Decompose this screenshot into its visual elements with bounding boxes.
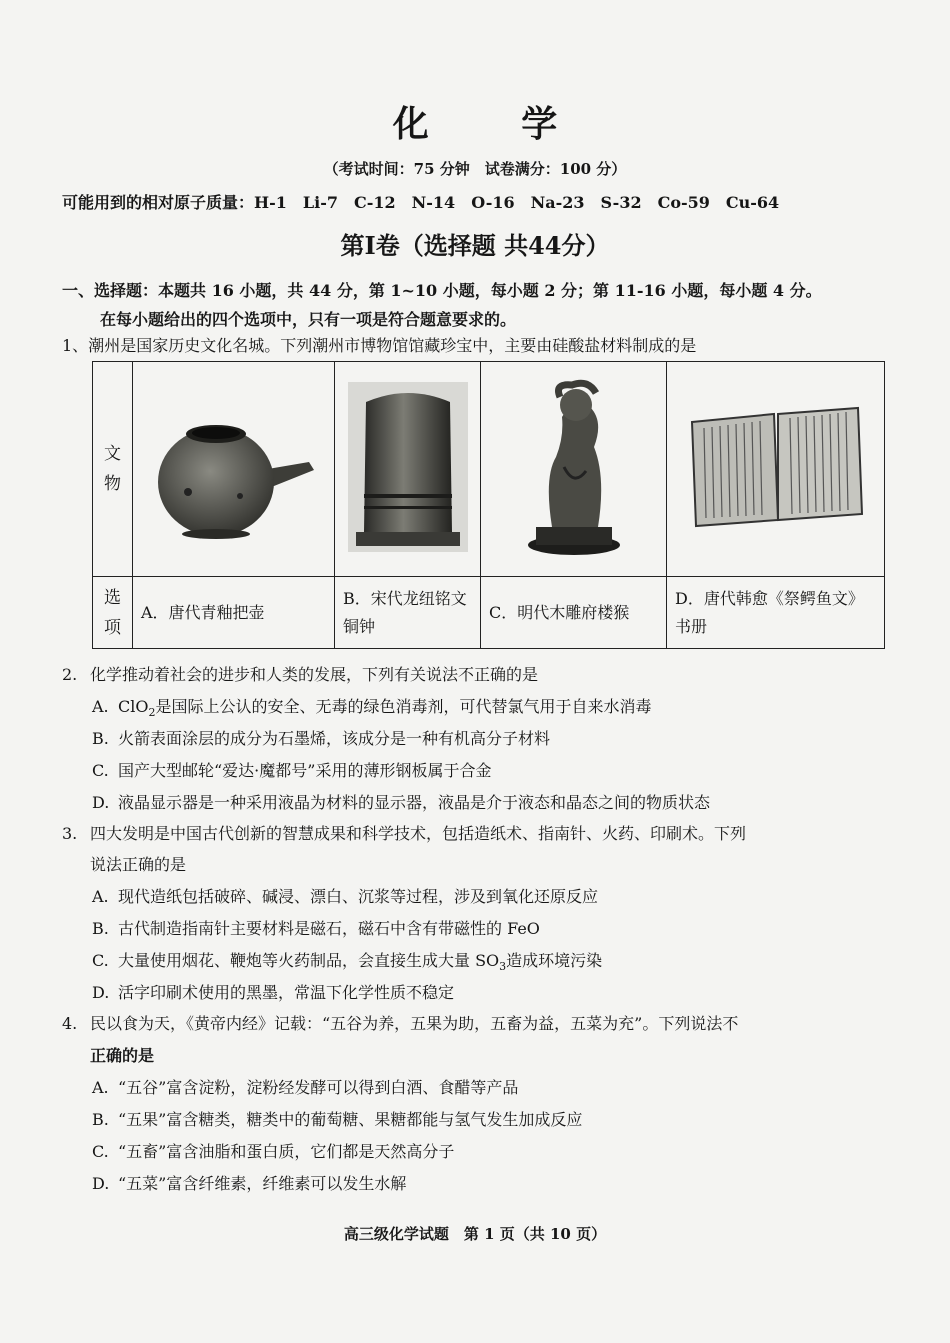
q2-option-d: [92, 792, 892, 814]
question-number: 2.: [62, 665, 78, 684]
atomic-mass-item: Cu-64: [725, 193, 780, 212]
q4-option-a: [92, 1077, 892, 1099]
option-text: 国产大型邮轮“爱达·魔都号”采用的薄形钢板属于合金: [118, 761, 492, 780]
row-header-char: 选: [104, 587, 121, 608]
question-3-stem: [62, 823, 892, 845]
question-2-stem: [62, 664, 892, 686]
row-header-char: 文: [104, 444, 121, 464]
option-text: 现代造纸包括破碎、碱浸、漂白、沉浆等过程，涉及到氧化还原反应: [118, 887, 599, 906]
q2-option-b: [92, 728, 892, 750]
option-text: 活字印刷术使用的黑墨，常温下化学性质不稳定: [118, 983, 455, 1002]
option-text: 古代制造指南针主要材料是磁石，磁石中含有带磁性的 FeO: [118, 919, 540, 938]
option-text: “五畜”富含油脂和蛋白质，它们都是天然高分子: [118, 1142, 455, 1161]
option-text: “五菜”富含纤维素，纤维素可以发生水解: [118, 1174, 407, 1193]
bell-image: [348, 382, 468, 552]
option-letter: D.: [92, 983, 110, 1002]
row-header-char: 物: [104, 474, 121, 494]
q3-option-b: [92, 918, 892, 940]
question-text: 化学推动着社会的进步和人类的发展，下列有关说法不正确的是: [90, 665, 539, 684]
option-text: 火箭表面涂层的成分为石墨烯，该成分是一种有机高分子材料: [118, 729, 551, 748]
exam-info: （考试时间：75 分钟 试卷满分：100 分）: [323, 160, 627, 178]
artifact-table: [92, 361, 885, 649]
q3-option-d: [92, 982, 892, 1004]
option-c: C．明代木雕府楼猴: [481, 577, 667, 649]
q4-option-c: [92, 1141, 892, 1163]
atomic-mass-item: S-32: [600, 193, 642, 212]
option-d: D．唐代韩愈《祭鳄鱼文》书册: [667, 577, 885, 649]
atomic-mass-label: 可能用到的相对原子质量：: [62, 193, 255, 212]
option-text: ClO: [118, 697, 149, 716]
option-text: 是国际上公认的安全、无毒的绿色消毒剂，可代替氯气用于自来水消毒: [155, 697, 652, 716]
atomic-mass-item: Na-23: [530, 193, 585, 212]
q2-option-a: [92, 696, 892, 724]
artifact-image-bell: [335, 362, 481, 577]
q3-option-c: [92, 950, 892, 978]
question-number: 1、: [62, 336, 89, 355]
option-letter: A.: [92, 1078, 109, 1097]
artifact-image-monkey: [481, 362, 667, 577]
atomic-mass-item: C-12: [354, 193, 396, 212]
atomic-mass-item: O-16: [471, 193, 515, 212]
part-intro-line: 一、选择题：本题共 16 小题，共 44 分，第 1~10 小题，每小题 2 分；第 11-16 小题，每小题 4 分。: [62, 281, 822, 300]
part-intro-line: 在每小题给出的四个选项中，只有一项是符合题意要求的。: [100, 310, 517, 329]
atomic-mass-item: Co-59: [657, 193, 710, 212]
q2-option-c: [92, 760, 892, 782]
atomic-mass-item: N-14: [411, 193, 456, 212]
option-letter: B.: [92, 919, 109, 938]
page-title: 化 学: [392, 103, 598, 145]
atomic-mass-item: H-1: [254, 193, 287, 212]
artifact-image-teapot: [133, 362, 335, 577]
option-letter: B.: [92, 729, 109, 748]
option-letter: A.: [92, 697, 109, 716]
book-image: [686, 402, 866, 532]
teapot-image: [144, 392, 324, 542]
question-3-stem-cont: 说法正确的是: [90, 855, 187, 874]
option-letter: D.: [92, 793, 110, 812]
option-text: 大量使用烟花、鞭炮等火药制品，会直接生成大量 SO: [118, 951, 500, 970]
q4-option-d: [92, 1173, 892, 1195]
page-footer: 高三级化学试题 第 1 页（共 10 页）: [343, 1225, 607, 1243]
atomic-mass-item: Li-7: [302, 193, 339, 212]
question-text: 民以食为天，《黄帝内经》记载：“五谷为养，五果为助，五畜为益，五菜为充”。下列说法不: [90, 1014, 739, 1033]
option-letter: C.: [92, 951, 109, 970]
artifact-image-book: [667, 362, 885, 577]
question-4-stem: [62, 1013, 892, 1035]
subscript: 2: [148, 706, 156, 720]
row-header-artifact: [93, 362, 133, 577]
part-intro: [62, 276, 892, 334]
row-header-option: [93, 577, 133, 649]
option-letter: A.: [92, 887, 109, 906]
option-letter: D.: [92, 1174, 110, 1193]
q4-option-b: [92, 1109, 892, 1131]
question-4-stem-cont: 正确的是: [90, 1046, 155, 1065]
option-a: A．唐代青釉把壶: [133, 577, 335, 649]
option-letter: C.: [92, 761, 109, 780]
option-text: 造成环境污染: [506, 951, 603, 970]
question-1-stem: [62, 333, 892, 356]
option-letter: B.: [92, 1110, 109, 1129]
subscript: 3: [499, 960, 507, 974]
option-text: 液晶显示器是一种采用液晶为材料的显示器，液晶是介于液态和晶态之间的物质状态: [118, 793, 711, 812]
question-text: 潮州是国家历史文化名城。下列潮州市博物馆馆藏珍宝中，主要由硅酸盐材料制成的是: [88, 336, 697, 355]
row-header-char: 项: [104, 617, 121, 638]
question-number: 4.: [62, 1014, 78, 1033]
atomic-mass-line: [62, 190, 779, 213]
option-letter: C.: [92, 1142, 109, 1161]
question-number: 3.: [62, 824, 78, 843]
q3-option-a: [92, 886, 892, 908]
option-b: B．宋代龙纽铭文铜钟: [335, 577, 481, 649]
option-text: “五谷”富含淀粉，淀粉经发酵可以得到白酒、食醋等产品: [118, 1078, 519, 1097]
section-title: 第Ⅰ卷（选择题 共44分）: [340, 231, 610, 260]
question-text: 四大发明是中国古代创新的智慧成果和科学技术，包括造纸术、指南针、火药、印刷术。下列: [90, 824, 747, 843]
monkey-carving-image: [514, 377, 634, 557]
option-text: “五果”富含糖类，糖类中的葡萄糖、果糖都能与氢气发生加成反应: [118, 1110, 583, 1129]
